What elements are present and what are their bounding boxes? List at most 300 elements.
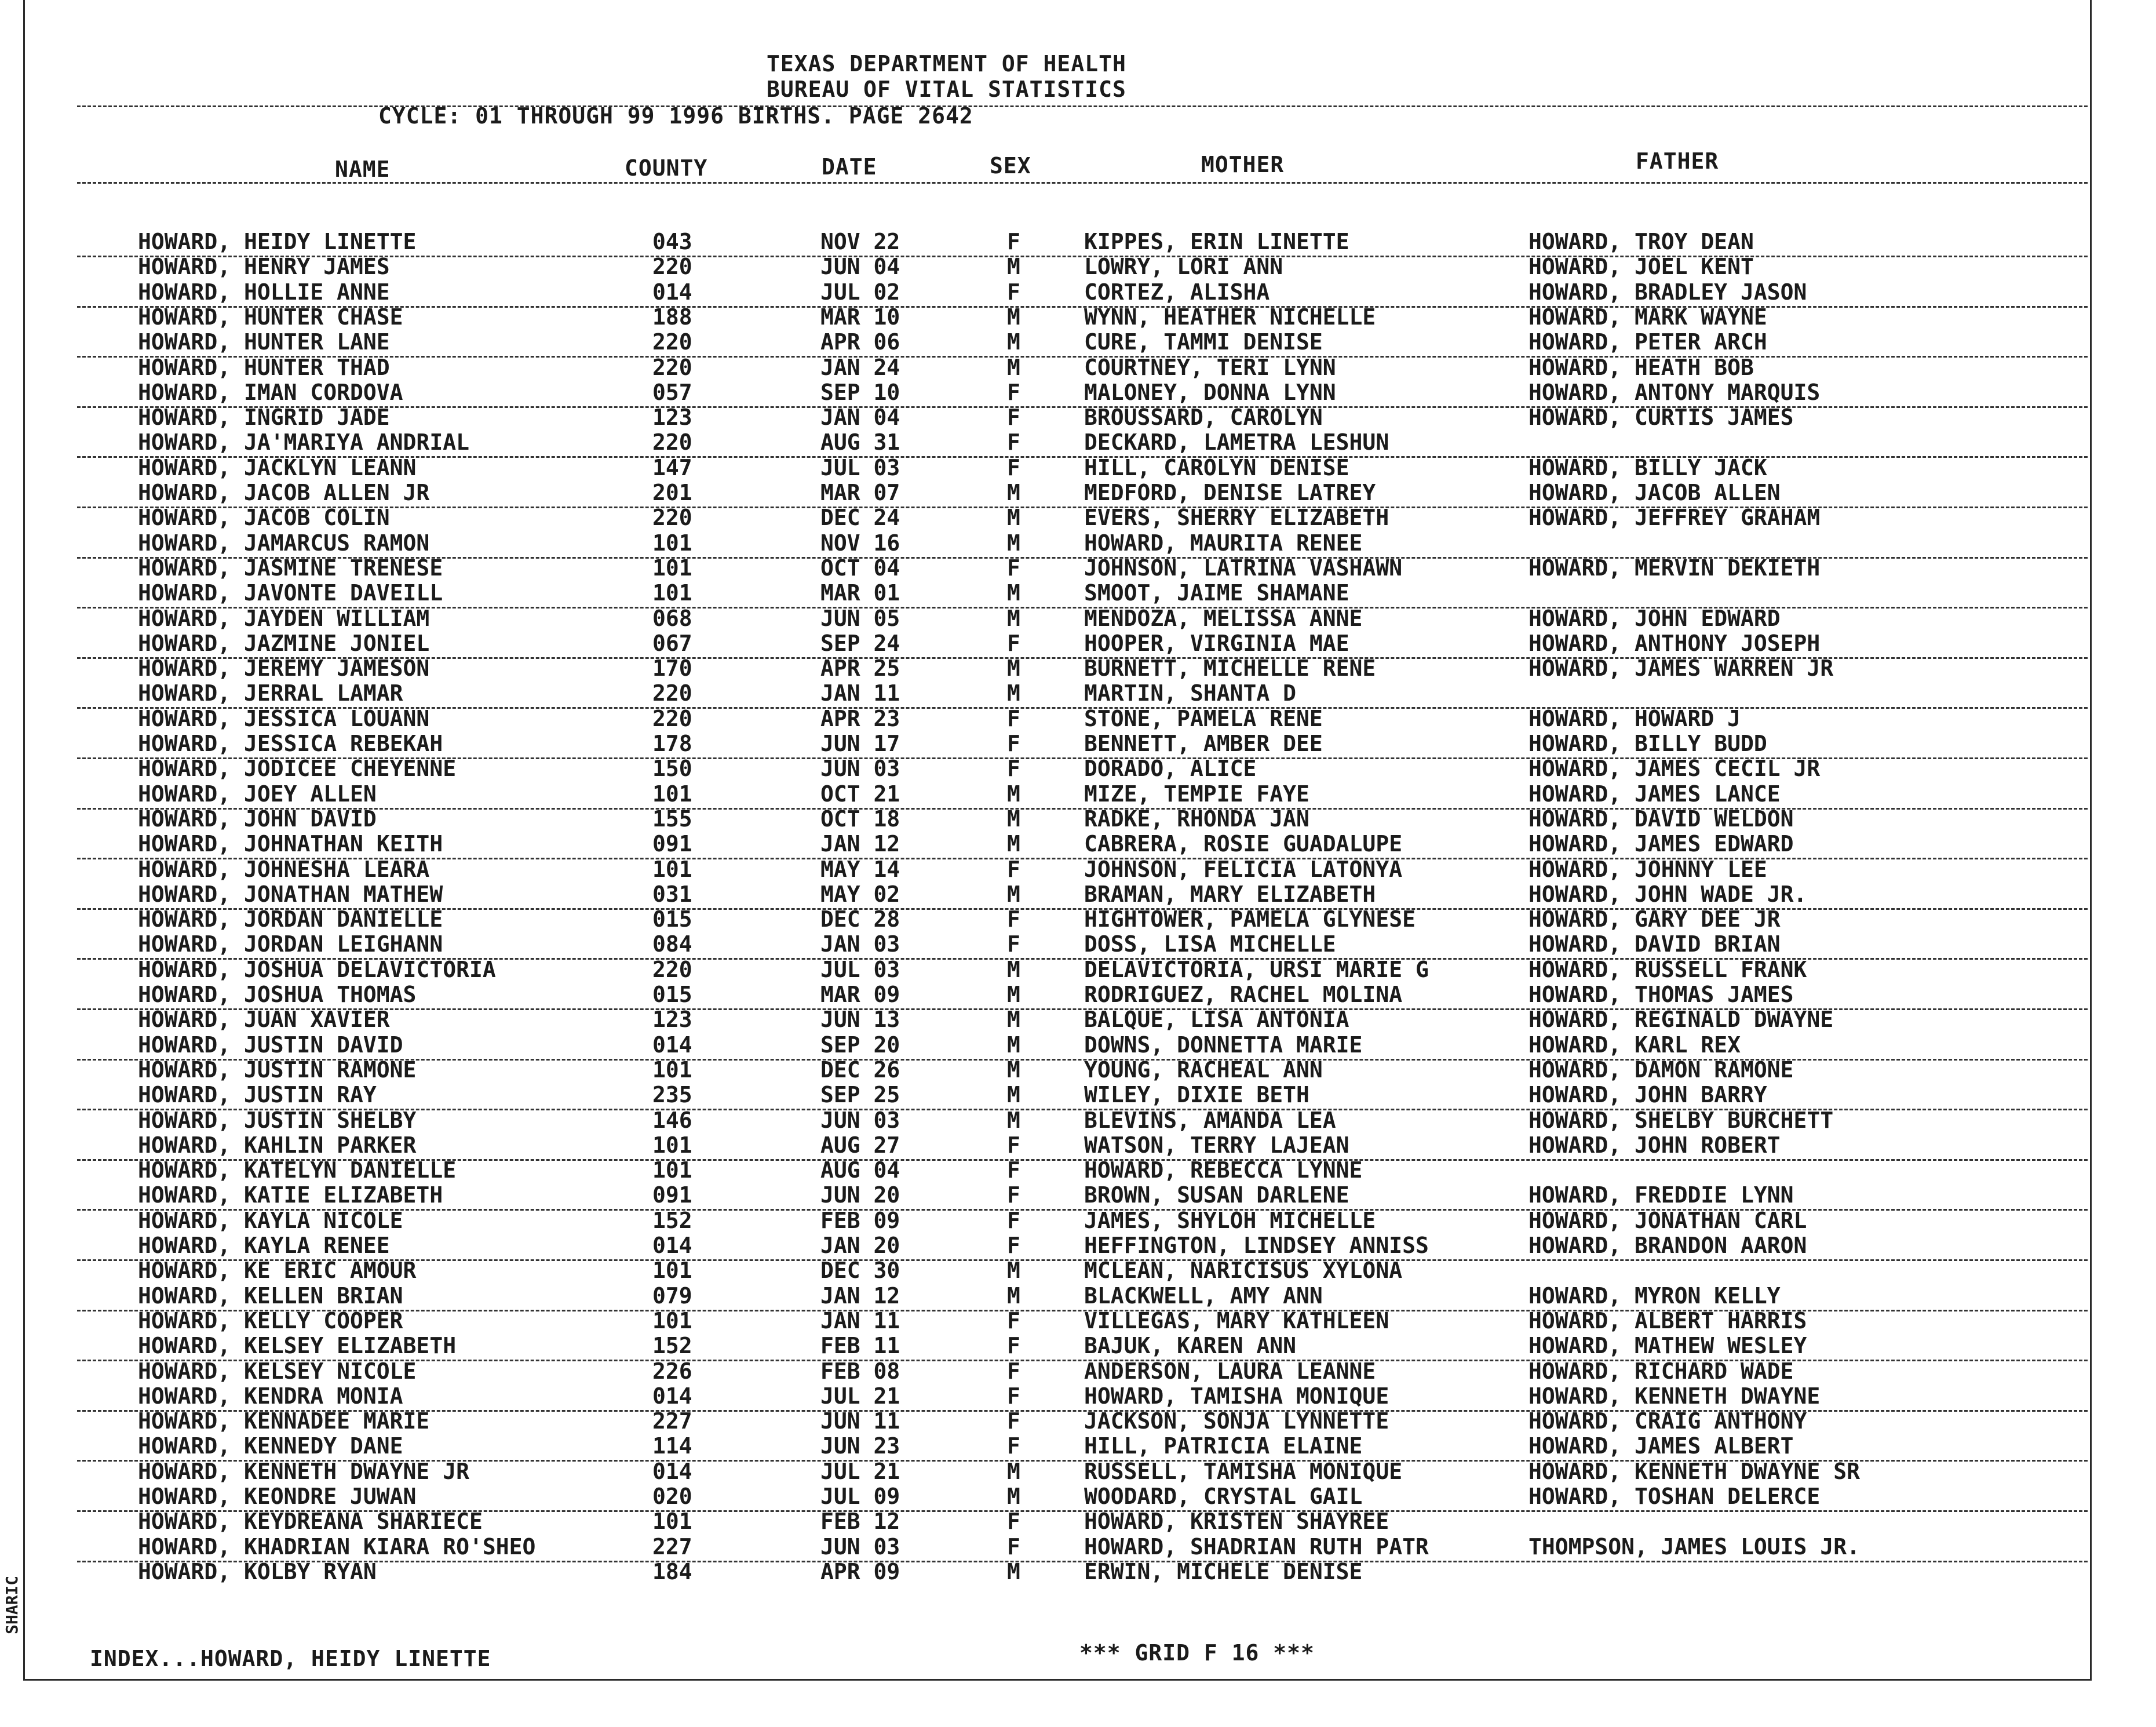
record-father: HOWARD, JOEL KENT	[1528, 254, 1754, 280]
record-name: HOWARD, KENNADEE MARIE	[138, 1408, 430, 1434]
record-father: HOWARD, CRAIG ANTHONY	[1528, 1408, 1807, 1434]
record-row	[25, 429, 2090, 454]
record-mother: SMOOT, JAIME SHAMANE	[1084, 580, 1349, 606]
record-date: JUL 21	[820, 1458, 900, 1484]
record-father: HOWARD, KENNETH DWAYNE SR	[1528, 1458, 1860, 1484]
record-sex: F	[1007, 229, 1020, 254]
record-date: MAR 09	[820, 982, 900, 1007]
record-county: 170	[652, 655, 692, 682]
record-name: HOWARD, JOEY ALLEN	[138, 781, 377, 807]
record-row	[25, 279, 2090, 304]
record-mother: DOWNS, DONNETTA MARIE	[1084, 1032, 1363, 1058]
record-date: JUN 05	[820, 605, 900, 631]
record-sex: M	[1007, 480, 1020, 505]
record-mother: COURTNEY, TERI LYNN	[1084, 354, 1336, 380]
record-county: 146	[652, 1107, 692, 1133]
record-name: HOWARD, KELLEN BRIAN	[138, 1283, 403, 1309]
record-father: HOWARD, MERVIN DEKIETH	[1528, 555, 1821, 581]
record-sex: F	[1007, 705, 1020, 731]
record-county: 220	[652, 705, 692, 731]
record-sex: F	[1007, 405, 1020, 431]
record-row	[25, 1333, 2090, 1358]
record-mother: MARTIN, SHANTA D	[1084, 680, 1297, 706]
record-sex: F	[1007, 1132, 1020, 1158]
record-mother: HIGHTOWER, PAMELA GLYNESE	[1084, 906, 1416, 932]
record-sex: M	[1007, 1458, 1020, 1484]
record-name: HOWARD, KAHLIN PARKER	[138, 1132, 417, 1158]
record-county: 067	[652, 630, 692, 656]
record-name: HOWARD, JEREMY JAMESON	[138, 655, 430, 682]
record-row	[25, 1258, 2090, 1283]
record-row	[25, 606, 2090, 631]
record-date: DEC 24	[820, 505, 900, 531]
record-father: HOWARD, JAMES EDWARD	[1528, 831, 1794, 857]
record-date: JAN 03	[820, 931, 900, 957]
record-county: 201	[652, 480, 692, 505]
record-sex: M	[1007, 505, 1020, 531]
record-father: HOWARD, THOMAS JAMES	[1528, 982, 1794, 1007]
record-row	[25, 857, 2090, 881]
record-mother: HOWARD, KRISTEN SHAYREE	[1084, 1509, 1389, 1535]
record-sex: M	[1007, 329, 1020, 355]
record-row	[25, 380, 2090, 405]
record-father: HOWARD, JOHN EDWARD	[1528, 605, 1781, 631]
record-county: 101	[652, 1258, 692, 1284]
record-mother: HOWARD, TAMISHA MONIQUE	[1084, 1383, 1389, 1409]
record-name: HOWARD, JESSICA LOUANN	[138, 705, 430, 731]
record-date: JUL 02	[820, 279, 900, 305]
record-mother: JOHNSON, LATRINA VASHAWN	[1084, 555, 1403, 581]
record-father: HOWARD, DAVID BRIAN	[1528, 931, 1781, 957]
record-sex: M	[1007, 1283, 1020, 1309]
record-date: DEC 28	[820, 906, 900, 932]
record-sex: M	[1007, 605, 1020, 631]
record-county: 150	[652, 756, 692, 782]
record-row	[25, 505, 2090, 530]
record-row	[25, 831, 2090, 856]
record-mother: HILL, CAROLYN DENISE	[1084, 454, 1349, 480]
record-county: 101	[652, 1509, 692, 1535]
record-name: HOWARD, JA'MARIYA ANDRIAL	[138, 429, 469, 456]
record-name: HOWARD, JAYDEN WILLIAM	[138, 605, 430, 631]
record-date: JAN 12	[820, 1283, 900, 1309]
divider-header	[77, 182, 2088, 184]
record-father: HOWARD, CURTIS JAMES	[1528, 405, 1794, 431]
record-name: HOWARD, JOHNESHA LEARA	[138, 856, 430, 882]
record-row	[25, 731, 2090, 756]
record-date: APR 25	[820, 655, 900, 682]
record-sex: F	[1007, 1157, 1020, 1183]
record-father: HOWARD, JAMES WARREN JR	[1528, 655, 1834, 682]
record-name: HOWARD, INGRID JADE	[138, 405, 390, 431]
record-sex: F	[1007, 1383, 1020, 1409]
record-date: JAN 11	[820, 680, 900, 706]
record-row	[25, 655, 2090, 680]
record-mother: DELAVICTORIA, URSI MARIE G	[1084, 956, 1429, 982]
record-sex: M	[1007, 354, 1020, 380]
record-sex: F	[1007, 1307, 1020, 1333]
record-father: HOWARD, BRANDON AARON	[1528, 1233, 1807, 1258]
record-sex: M	[1007, 781, 1020, 807]
record-date: JUL 09	[820, 1484, 900, 1509]
record-mother: HOWARD, SHADRIAN RUTH PATR	[1084, 1533, 1429, 1560]
record-mother: WILEY, DIXIE BETH	[1084, 1082, 1309, 1108]
record-sex: F	[1007, 454, 1020, 480]
record-name: HOWARD, JASMINE TRENESE	[138, 555, 443, 581]
record-date: FEB 08	[820, 1358, 900, 1384]
record-row	[25, 1208, 2090, 1233]
record-sex: F	[1007, 756, 1020, 782]
record-row	[25, 631, 2090, 655]
record-name: HOWARD, HOLLIE ANNE	[138, 279, 390, 305]
record-date: AUG 31	[820, 429, 900, 456]
record-mother: JACKSON, SONJA LYNNETTE	[1084, 1408, 1389, 1434]
record-date: JAN 11	[820, 1307, 900, 1333]
record-mother: JAMES, SHYLOH MICHELLE	[1084, 1207, 1376, 1233]
record-mother: STONE, PAMELA RENE	[1084, 705, 1323, 731]
column-header-father: FATHER	[1636, 148, 1719, 174]
record-row	[25, 530, 2090, 555]
column-header-name: NAME	[335, 156, 391, 182]
record-date: NOV 22	[820, 229, 900, 254]
record-row	[25, 957, 2090, 982]
record-sex: M	[1007, 655, 1020, 682]
record-mother: BROUSSARD, CAROLYN	[1084, 405, 1323, 431]
record-father: HOWARD, HOWARD J	[1528, 705, 1741, 731]
record-father: HOWARD, JAMES CECIL JR	[1528, 756, 1821, 782]
record-mother: HILL, PATRICIA ELAINE	[1084, 1433, 1363, 1459]
record-mother: RODRIGUEZ, RACHEL MOLINA	[1084, 982, 1403, 1007]
record-county: 147	[652, 454, 692, 480]
record-mother: BLACKWELL, AMY ANN	[1084, 1283, 1323, 1309]
record-row	[25, 405, 2090, 429]
record-name: HOWARD, JUSTIN RAY	[138, 1082, 377, 1108]
record-row	[25, 1484, 2090, 1509]
record-county: 031	[652, 881, 692, 907]
record-father: HOWARD, BRADLEY JASON	[1528, 279, 1807, 305]
header-title: TEXAS DEPARTMENT OF HEALTH	[767, 51, 1126, 76]
record-row	[25, 229, 2090, 254]
record-sex: F	[1007, 931, 1020, 957]
record-date: JUN 20	[820, 1182, 900, 1208]
record-county: 227	[652, 1533, 692, 1560]
record-father: HOWARD, GARY DEE JR	[1528, 906, 1781, 932]
record-county: 091	[652, 831, 692, 857]
record-county: 178	[652, 731, 692, 756]
record-county: 114	[652, 1433, 692, 1459]
record-mother: MEDFORD, DENISE LATREY	[1084, 480, 1376, 505]
record-name: HOWARD, KELSEY ELIZABETH	[138, 1333, 457, 1359]
record-row	[25, 1032, 2090, 1057]
record-sex: M	[1007, 806, 1020, 832]
record-mother: MENDOZA, MELISSA ANNE	[1084, 605, 1363, 631]
record-father: HOWARD, JEFFREY GRAHAM	[1528, 505, 1821, 531]
record-name: HOWARD, KE ERIC AMOUR	[138, 1258, 417, 1284]
record-county: 101	[652, 781, 692, 807]
record-row	[25, 680, 2090, 705]
record-date: FEB 11	[820, 1333, 900, 1359]
record-father: HOWARD, HEATH BOB	[1528, 354, 1754, 380]
record-mother: DORADO, ALICE	[1084, 756, 1257, 782]
record-date: FEB 09	[820, 1207, 900, 1233]
record-sex: M	[1007, 1056, 1020, 1083]
record-father: HOWARD, PETER ARCH	[1528, 329, 1767, 355]
record-mother: BROWN, SUSAN DARLENE	[1084, 1182, 1349, 1208]
record-name: HOWARD, JUAN XAVIER	[138, 1007, 390, 1033]
record-county: 220	[652, 254, 692, 280]
record-county: 220	[652, 354, 692, 380]
record-date: AUG 04	[820, 1157, 900, 1183]
record-county: 220	[652, 329, 692, 355]
record-father: HOWARD, DAVID WELDON	[1528, 806, 1794, 832]
record-name: HOWARD, KAYLA RENEE	[138, 1233, 390, 1258]
record-sex: F	[1007, 1509, 1020, 1535]
record-sex: M	[1007, 831, 1020, 857]
record-date: FEB 12	[820, 1509, 900, 1535]
record-mother: ERWIN, MICHELE DENISE	[1084, 1558, 1363, 1584]
record-name: HOWARD, KAYLA NICOLE	[138, 1207, 403, 1233]
record-mother: ANDERSON, LAURA LEANNE	[1084, 1358, 1376, 1384]
record-father: HOWARD, FREDDIE LYNN	[1528, 1182, 1794, 1208]
record-row	[25, 881, 2090, 906]
record-row	[25, 254, 2090, 279]
record-county: 079	[652, 1283, 692, 1309]
document-page	[23, 0, 2092, 1681]
record-row	[25, 355, 2090, 380]
record-date: OCT 21	[820, 781, 900, 807]
column-header-mother: MOTHER	[1201, 152, 1285, 177]
record-sex: M	[1007, 982, 1020, 1007]
record-mother: MIZE, TEMPIE FAYE	[1084, 781, 1309, 807]
record-mother: CURE, TAMMI DENISE	[1084, 329, 1323, 355]
record-father: HOWARD, REGINALD DWAYNE	[1528, 1007, 1834, 1033]
record-mother: CORTEZ, ALISHA	[1084, 279, 1270, 305]
record-name: HOWARD, HEIDY LINETTE	[138, 229, 417, 254]
record-name: HOWARD, JACOB COLIN	[138, 505, 390, 531]
record-name: HOWARD, HUNTER LANE	[138, 329, 390, 355]
record-sex: M	[1007, 956, 1020, 982]
record-sex: F	[1007, 1358, 1020, 1384]
record-father: HOWARD, KARL REX	[1528, 1032, 1741, 1058]
record-county: 155	[652, 806, 692, 832]
record-name: HOWARD, JACKLYN LEANN	[138, 454, 417, 480]
record-date: MAR 01	[820, 580, 900, 606]
record-name: HOWARD, HENRY JAMES	[138, 254, 390, 280]
record-county: 101	[652, 580, 692, 606]
record-county: 220	[652, 956, 692, 982]
record-sex: F	[1007, 1182, 1020, 1208]
record-row	[25, 580, 2090, 605]
record-father: HOWARD, ALBERT HARRIS	[1528, 1307, 1807, 1333]
record-date: JUL 21	[820, 1383, 900, 1409]
record-mother: HEFFINGTON, LINDSEY ANNISS	[1084, 1233, 1429, 1258]
record-sex: F	[1007, 379, 1020, 405]
record-county: 101	[652, 1132, 692, 1158]
record-father: HOWARD, JONATHAN CARL	[1528, 1207, 1807, 1233]
record-row	[25, 1559, 2090, 1584]
record-mother: RADKE, RHONDA JAN	[1084, 806, 1309, 832]
record-date: DEC 26	[820, 1056, 900, 1083]
record-mother: BALQUE, LISA ANTONIA	[1084, 1007, 1349, 1033]
record-sex: F	[1007, 731, 1020, 756]
record-row	[25, 931, 2090, 956]
record-father: HOWARD, BILLY JACK	[1528, 454, 1767, 480]
record-date: SEP 24	[820, 630, 900, 656]
record-sex: F	[1007, 906, 1020, 932]
record-row	[25, 1383, 2090, 1408]
record-name: HOWARD, JOHN DAVID	[138, 806, 377, 832]
record-county: 014	[652, 1032, 692, 1058]
record-date: OCT 18	[820, 806, 900, 832]
record-row	[25, 1459, 2090, 1484]
record-father: HOWARD, JOHNNY LEE	[1528, 856, 1767, 882]
record-father: HOWARD, ANTHONY JOSEPH	[1528, 630, 1821, 656]
record-county: 014	[652, 279, 692, 305]
record-county: 188	[652, 304, 692, 330]
record-row	[25, 982, 2090, 1007]
record-date: OCT 04	[820, 555, 900, 581]
record-father: HOWARD, JACOB ALLEN	[1528, 480, 1781, 505]
record-sex: M	[1007, 881, 1020, 907]
record-mother: DOSS, LISA MICHELLE	[1084, 931, 1336, 957]
record-name: HOWARD, KHADRIAN KIARA RO'SHEO	[138, 1533, 536, 1560]
record-row	[25, 304, 2090, 329]
record-date: SEP 10	[820, 379, 900, 405]
record-mother: MCLEAN, NARICISUS XYLONA	[1084, 1258, 1403, 1284]
record-father: HOWARD, RICHARD WADE	[1528, 1358, 1794, 1384]
record-county: 101	[652, 856, 692, 882]
record-name: HOWARD, KATIE ELIZABETH	[138, 1182, 443, 1208]
record-name: HOWARD, JOSHUA THOMAS	[138, 982, 417, 1007]
record-sex: M	[1007, 530, 1020, 556]
record-mother: BRAMAN, MARY ELIZABETH	[1084, 881, 1376, 907]
column-header-date: DATE	[822, 154, 877, 180]
record-sex: M	[1007, 1484, 1020, 1509]
record-date: JUN 17	[820, 731, 900, 756]
record-mother: WYNN, HEATHER NICHELLE	[1084, 304, 1376, 330]
record-father: HOWARD, TROY DEAN	[1528, 229, 1754, 254]
record-county: 101	[652, 1307, 692, 1333]
record-father: HOWARD, MARK WAYNE	[1528, 304, 1767, 330]
record-name: HOWARD, KENDRA MONIA	[138, 1383, 403, 1409]
record-county: 220	[652, 680, 692, 706]
record-row	[25, 1433, 2090, 1458]
record-row	[25, 706, 2090, 731]
column-header-county: COUNTY	[625, 155, 708, 181]
record-date: JUN 13	[820, 1007, 900, 1033]
record-row	[25, 1509, 2090, 1533]
record-sex: F	[1007, 1433, 1020, 1459]
record-name: HOWARD, JOSHUA DELAVICTORIA	[138, 956, 496, 982]
record-row	[25, 1082, 2090, 1107]
record-name: HOWARD, JONATHAN MATHEW	[138, 881, 443, 907]
record-name: HOWARD, JODICEE CHEYENNE	[138, 756, 457, 782]
record-sex: M	[1007, 1082, 1020, 1108]
record-county: 220	[652, 505, 692, 531]
record-sex: M	[1007, 1007, 1020, 1033]
record-name: HOWARD, KATELYN DANIELLE	[138, 1157, 457, 1183]
record-sex: F	[1007, 1233, 1020, 1258]
record-date: MAY 02	[820, 881, 900, 907]
footer-index: INDEX...HOWARD, HEIDY LINETTE	[90, 1646, 491, 1671]
record-county: 101	[652, 555, 692, 581]
record-sex: F	[1007, 555, 1020, 581]
side-label: SHARIC	[2, 1575, 21, 1634]
record-date: AUG 27	[820, 1132, 900, 1158]
record-date: SEP 20	[820, 1032, 900, 1058]
record-name: HOWARD, HUNTER THAD	[138, 354, 390, 380]
record-name: HOWARD, JUSTIN RAMONE	[138, 1056, 417, 1083]
record-date: APR 09	[820, 1558, 900, 1584]
record-mother: KIPPES, ERIN LINETTE	[1084, 229, 1349, 254]
header-cycle: CYCLE: 01 THROUGH 99 1996 BIRTHS. PAGE 2642	[378, 103, 973, 129]
record-date: MAY 14	[820, 856, 900, 882]
record-row	[25, 1057, 2090, 1082]
record-county: 101	[652, 530, 692, 556]
record-date: NOV 16	[820, 530, 900, 556]
record-date: JUL 03	[820, 956, 900, 982]
record-date: JUL 03	[820, 454, 900, 480]
record-date: APR 06	[820, 329, 900, 355]
record-father: HOWARD, BILLY BUDD	[1528, 731, 1767, 756]
record-mother: WATSON, TERRY LAJEAN	[1084, 1132, 1349, 1158]
record-date: MAR 07	[820, 480, 900, 505]
record-name: HOWARD, KELLY COOPER	[138, 1307, 403, 1333]
record-row	[25, 329, 2090, 354]
record-row	[25, 806, 2090, 831]
record-sex: M	[1007, 254, 1020, 280]
record-row	[25, 1408, 2090, 1433]
record-father: HOWARD, MYRON KELLY	[1528, 1283, 1781, 1309]
record-name: HOWARD, JOHNATHAN KEITH	[138, 831, 443, 857]
record-father: HOWARD, DAMON RAMONE	[1528, 1056, 1794, 1083]
record-county: 015	[652, 982, 692, 1007]
record-date: JUN 11	[820, 1408, 900, 1434]
record-sex: F	[1007, 1533, 1020, 1560]
record-county: 014	[652, 1383, 692, 1409]
record-mother: EVERS, SHERRY ELIZABETH	[1084, 505, 1389, 531]
record-name: HOWARD, KOLBY RYAN	[138, 1558, 377, 1584]
record-row	[25, 480, 2090, 505]
record-father: THOMPSON, JAMES LOUIS JR.	[1528, 1533, 1860, 1560]
record-name: HOWARD, JAZMINE JONIEL	[138, 630, 430, 656]
record-row	[25, 1132, 2090, 1157]
record-sex: M	[1007, 304, 1020, 330]
record-father: HOWARD, JOHN ROBERT	[1528, 1132, 1781, 1158]
record-name: HOWARD, KENNEDY DANE	[138, 1433, 403, 1459]
record-date: JUN 23	[820, 1433, 900, 1459]
record-date: MAR 10	[820, 304, 900, 330]
record-mother: LOWRY, LORI ANN	[1084, 254, 1283, 280]
record-mother: HOWARD, REBECCA LYNNE	[1084, 1157, 1363, 1183]
record-row	[25, 1182, 2090, 1207]
record-county: 101	[652, 1157, 692, 1183]
record-mother: YOUNG, RACHEAL ANN	[1084, 1056, 1323, 1083]
record-row	[25, 1233, 2090, 1258]
record-name: HOWARD, IMAN CORDOVA	[138, 379, 403, 405]
record-name: HOWARD, KEYDREANA SHARIECE	[138, 1509, 483, 1535]
record-sex: M	[1007, 680, 1020, 706]
record-date: JAN 24	[820, 354, 900, 380]
record-county: 101	[652, 1056, 692, 1083]
record-row	[25, 1107, 2090, 1132]
record-mother: WOODARD, CRYSTAL GAIL	[1084, 1484, 1363, 1509]
record-sex: F	[1007, 856, 1020, 882]
record-row	[25, 555, 2090, 580]
footer-grid: *** GRID F 16 ***	[1079, 1640, 1315, 1666]
record-sex: F	[1007, 1408, 1020, 1434]
record-father: HOWARD, KENNETH DWAYNE	[1528, 1383, 1821, 1409]
